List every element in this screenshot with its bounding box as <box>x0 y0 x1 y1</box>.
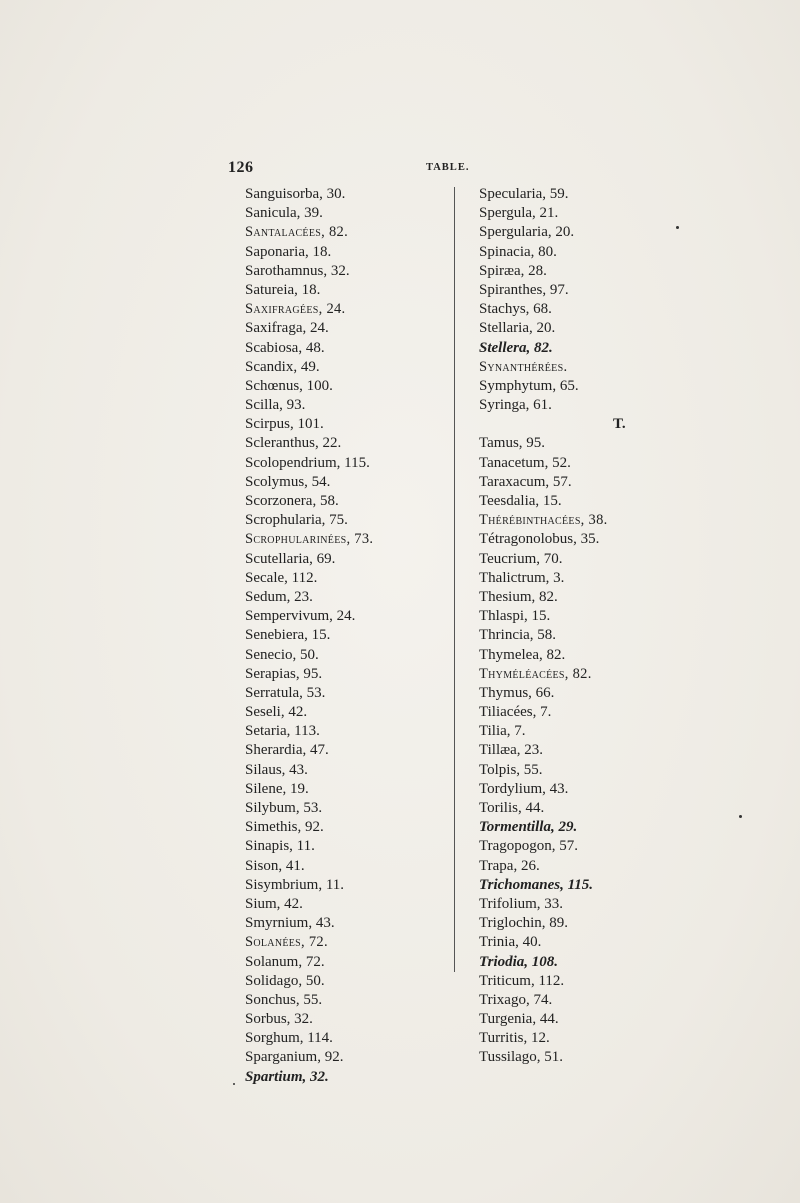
index-entry: Sanguisorba, 30. <box>245 186 346 202</box>
index-entry: Syringa, 61. <box>479 397 552 414</box>
index-entry: Saxifragées, 24. <box>245 301 346 318</box>
index-entry: Trifolium, 33. <box>479 895 564 912</box>
index-entry: Setaria, 113. <box>245 723 320 740</box>
index-entry: Serapias, 95. <box>245 665 323 682</box>
index-entry: Solanum, 72. <box>245 953 325 970</box>
index-entry: Turgenia, 44. <box>479 1011 559 1028</box>
index-entry: Sempervivum, 24. <box>245 608 356 625</box>
running-head: TABLE. <box>426 162 470 173</box>
index-entry: Sanicula, 39. <box>245 205 323 222</box>
index-entry: Scirpus, 101. <box>245 416 324 433</box>
index-entry: Solanées, 72. <box>245 934 328 951</box>
column-divider <box>454 187 455 972</box>
index-entry: Serratula, 53. <box>245 684 326 701</box>
index-entry: Trixago, 74. <box>479 991 553 1008</box>
index-entry: Thymelea, 82. <box>479 646 566 663</box>
index-entry: Saponaria, 18. <box>245 243 332 260</box>
index-entry: Thalictrum, 3. <box>479 569 565 586</box>
index-entry: Trinia, 40. <box>479 934 542 951</box>
index-entry: Sarothamnus, 32. <box>245 262 350 279</box>
index-entry: Seseli, 42. <box>245 704 308 721</box>
index-entry: Teesdalia, 15. <box>479 493 562 509</box>
index-entry: Specularia, 59. <box>479 186 569 202</box>
index-entry: Tétragonolobus, 35. <box>479 531 600 548</box>
index-entry: Stellera, 82. <box>479 339 553 356</box>
index-entry: Sisymbrium, 11. <box>245 876 345 893</box>
print-speck <box>233 1083 235 1085</box>
index-entry: Scleranthus, 22. <box>245 435 342 452</box>
index-entry: Santalacées, 82. <box>245 224 348 241</box>
index-entry: Spiranthes, 97. <box>479 281 569 298</box>
index-entry: Spergula, 21. <box>479 205 559 222</box>
index-entry: Scabiosa, 48. <box>245 339 325 356</box>
index-entry: Stachys, 68. <box>479 301 552 318</box>
index-entry: Tilia, 7. <box>479 723 526 740</box>
section-letter-heading: T. <box>613 416 626 433</box>
index-entry: Tormentilla, 29. <box>479 819 578 836</box>
index-entry: Satureia, 18. <box>245 281 321 298</box>
index-entry: Tussilago, 51. <box>479 1049 564 1066</box>
index-entry: Saxifraga, 24. <box>245 320 329 337</box>
index-entry: Torilis, 44. <box>479 800 545 816</box>
index-entry: Secale, 112. <box>245 569 318 586</box>
index-entry: Teucrium, 70. <box>479 550 563 567</box>
index-entry: Silybum, 53. <box>245 800 323 816</box>
index-entry: Trichomanes, 115. <box>479 876 594 893</box>
index-entry: Spartium, 32. <box>245 1068 329 1085</box>
index-entry: Schœnus, 100. <box>245 377 333 394</box>
print-speck <box>739 815 742 818</box>
index-entry: Thymus, 66. <box>479 684 555 701</box>
index-entry: Silaus, 43. <box>245 761 308 778</box>
index-entry: Scutellaria, 69. <box>245 550 336 567</box>
index-entry: Trapa, 26. <box>479 857 540 874</box>
index-entry: Tragopogon, 57. <box>479 838 579 855</box>
index-entry: Scolymus, 54. <box>245 473 331 490</box>
index-entry: Triticum, 112. <box>479 972 565 989</box>
index-entry: Sison, 41. <box>245 857 305 874</box>
index-entry: Sherardia, 47. <box>245 742 329 759</box>
index-entry: Senebiera, 15. <box>245 627 331 644</box>
index-entry: Sorbus, 32. <box>245 1011 313 1028</box>
print-speck <box>676 226 679 229</box>
index-entry: Scandix, 49. <box>245 358 320 375</box>
index-entry: Spergularia, 20. <box>479 224 575 241</box>
index-entry: Sorghum, 114. <box>245 1030 333 1047</box>
index-entry: Sparganium, 92. <box>245 1049 344 1066</box>
index-entry: Scrophularia, 75. <box>245 512 348 529</box>
index-entry: Tordylium, 43. <box>479 780 569 797</box>
index-entry: Thyméléacées, 82. <box>479 665 592 682</box>
index-entry: Smyrnium, 43. <box>245 915 335 932</box>
index-entry: Scolopendrium, 115. <box>245 454 370 471</box>
index-entry: Sinapis, 11. <box>245 838 315 855</box>
index-entry: Thlaspi, 15. <box>479 608 551 625</box>
index-entry: Sonchus, 55. <box>245 991 323 1008</box>
index-entry: Spinacia, 80. <box>479 243 557 260</box>
index-entry: Solidago, 50. <box>245 972 325 989</box>
index-column-left <box>245 185 373 1087</box>
index-entry: Tanacetum, 52. <box>479 454 571 471</box>
index-column-right <box>479 185 626 1068</box>
index-entry: Spiræa, 28. <box>479 262 547 279</box>
index-entry: Tillæa, 23. <box>479 742 544 759</box>
index-entry: Scilla, 93. <box>245 397 306 414</box>
index-entry: Thesium, 82. <box>479 588 558 605</box>
index-entry: Symphytum, 65. <box>479 377 579 394</box>
index-entry: Thrincia, 58. <box>479 627 557 644</box>
index-entry: Triglochin, 89. <box>479 915 569 932</box>
index-entry: Triodia, 108. <box>479 953 559 970</box>
index-entry: Tiliacées, 7. <box>479 704 552 721</box>
index-entry: Stellaria, 20. <box>479 320 556 337</box>
page-number: 126 <box>228 159 254 176</box>
index-entry: Scrophularinées, 73. <box>245 531 374 548</box>
index-entry: Simethis, 92. <box>245 819 324 836</box>
index-entry: Turritis, 12. <box>479 1030 550 1047</box>
index-entry: Sium, 42. <box>245 895 303 912</box>
index-entry: Silene, 19. <box>245 780 309 797</box>
index-entry: Thérébinthacées, 38. <box>479 512 608 529</box>
index-entry: Tolpis, 55. <box>479 761 543 778</box>
index-entry: Senecio, 50. <box>245 646 319 663</box>
index-entry: Sedum, 23. <box>245 588 313 605</box>
index-entry: Scorzonera, 58. <box>245 493 339 509</box>
index-entry: Taraxacum, 57. <box>479 473 572 490</box>
index-entry: Synanthérées. <box>479 358 568 375</box>
index-entry: Tamus, 95. <box>479 435 546 452</box>
